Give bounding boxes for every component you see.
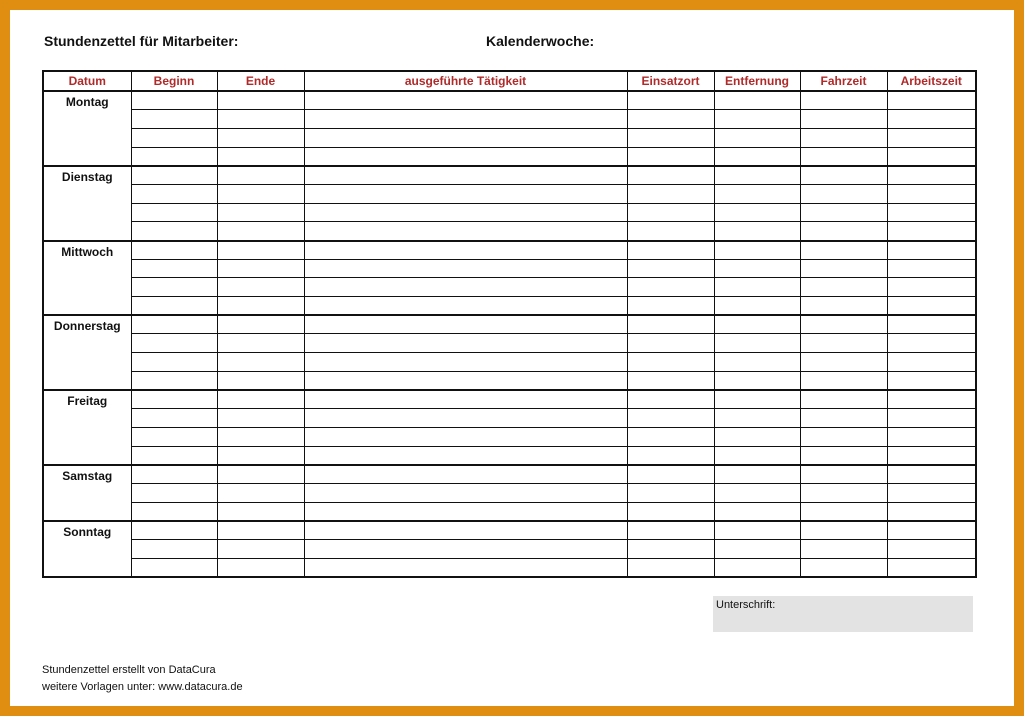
cell-einsatzort[interactable] [627, 259, 714, 278]
cell-ende[interactable] [217, 259, 304, 278]
cell-beginn[interactable] [131, 110, 217, 129]
cell-arbeitszeit[interactable] [887, 446, 976, 465]
cell-einsatzort[interactable] [627, 110, 714, 129]
cell-beginn[interactable] [131, 371, 217, 390]
cell-ende[interactable] [217, 297, 304, 316]
cell-fahrzeit[interactable] [800, 241, 887, 260]
cell-fahrzeit[interactable] [800, 315, 887, 334]
cell-ende[interactable] [217, 166, 304, 185]
cell-entfernung[interactable] [714, 315, 800, 334]
table-row [43, 502, 976, 521]
column-header-entfernung: Entfernung [714, 71, 800, 91]
cell-taetigkeit[interactable] [304, 427, 627, 446]
table-row [43, 203, 976, 222]
cell-taetigkeit[interactable] [304, 371, 627, 390]
cell-arbeitszeit[interactable] [887, 222, 976, 241]
cell-taetigkeit[interactable] [304, 483, 627, 502]
table-row [43, 540, 976, 559]
column-header-arbeitszeit: Arbeitszeit [887, 71, 976, 91]
table-row [43, 91, 976, 110]
table-row [43, 166, 976, 185]
cell-beginn[interactable] [131, 297, 217, 316]
cell-beginn[interactable] [131, 166, 217, 185]
cell-arbeitszeit[interactable] [887, 203, 976, 222]
cell-ende[interactable] [217, 427, 304, 446]
cell-arbeitszeit[interactable] [887, 259, 976, 278]
cell-taetigkeit[interactable] [304, 110, 627, 129]
cell-entfernung[interactable] [714, 521, 800, 540]
day-label: Mittwoch [43, 241, 131, 316]
cell-fahrzeit[interactable] [800, 483, 887, 502]
cell-fahrzeit[interactable] [800, 465, 887, 484]
cell-arbeitszeit[interactable] [887, 483, 976, 502]
cell-einsatzort[interactable] [627, 371, 714, 390]
footer-link: weitere Vorlagen unter: www.datacura.de [42, 681, 243, 693]
cell-fahrzeit[interactable] [800, 259, 887, 278]
cell-beginn[interactable] [131, 353, 217, 372]
cell-entfernung[interactable] [714, 259, 800, 278]
cell-ende[interactable] [217, 446, 304, 465]
table-row [43, 558, 976, 577]
cell-arbeitszeit[interactable] [887, 166, 976, 185]
cell-arbeitszeit[interactable] [887, 184, 976, 203]
cell-ende[interactable] [217, 540, 304, 559]
cell-entfernung[interactable] [714, 241, 800, 260]
table-row [43, 241, 976, 260]
cell-einsatzort[interactable] [627, 558, 714, 577]
cell-ende[interactable] [217, 409, 304, 428]
cell-ende[interactable] [217, 334, 304, 353]
cell-arbeitszeit[interactable] [887, 297, 976, 316]
cell-beginn[interactable] [131, 521, 217, 540]
table-row [43, 409, 976, 428]
cell-entfernung[interactable] [714, 446, 800, 465]
cell-beginn[interactable] [131, 334, 217, 353]
cell-taetigkeit[interactable] [304, 465, 627, 484]
cell-ende[interactable] [217, 390, 304, 409]
cell-entfernung[interactable] [714, 222, 800, 241]
cell-arbeitszeit[interactable] [887, 409, 976, 428]
cell-arbeitszeit[interactable] [887, 540, 976, 559]
cell-taetigkeit[interactable] [304, 184, 627, 203]
cell-fahrzeit[interactable] [800, 110, 887, 129]
cell-ende[interactable] [217, 184, 304, 203]
table-row [43, 128, 976, 147]
cell-fahrzeit[interactable] [800, 353, 887, 372]
cell-beginn[interactable] [131, 91, 217, 110]
cell-taetigkeit[interactable] [304, 521, 627, 540]
cell-taetigkeit[interactable] [304, 558, 627, 577]
cell-taetigkeit[interactable] [304, 502, 627, 521]
cell-entfernung[interactable] [714, 353, 800, 372]
cell-einsatzort[interactable] [627, 184, 714, 203]
cell-beginn[interactable] [131, 128, 217, 147]
cell-taetigkeit[interactable] [304, 147, 627, 166]
cell-einsatzort[interactable] [627, 91, 714, 110]
table-row [43, 315, 976, 334]
cell-ende[interactable] [217, 353, 304, 372]
cell-ende[interactable] [217, 371, 304, 390]
timesheet-table [42, 70, 977, 578]
cell-fahrzeit[interactable] [800, 91, 887, 110]
column-header-beginn: Beginn [131, 71, 217, 91]
cell-ende[interactable] [217, 278, 304, 297]
cell-beginn[interactable] [131, 222, 217, 241]
day-label: Donnerstag [43, 315, 131, 390]
cell-entfernung[interactable] [714, 184, 800, 203]
column-header-datum: Datum [43, 71, 131, 91]
cell-entfernung[interactable] [714, 203, 800, 222]
table-row [43, 297, 976, 316]
table-row [43, 465, 976, 484]
cell-entfernung[interactable] [714, 409, 800, 428]
cell-arbeitszeit[interactable] [887, 241, 976, 260]
cell-entfernung[interactable] [714, 502, 800, 521]
cell-entfernung[interactable] [714, 278, 800, 297]
table-row [43, 371, 976, 390]
cell-entfernung[interactable] [714, 297, 800, 316]
cell-ende[interactable] [217, 315, 304, 334]
cell-entfernung[interactable] [714, 91, 800, 110]
cell-taetigkeit[interactable] [304, 166, 627, 185]
cell-beginn[interactable] [131, 465, 217, 484]
cell-fahrzeit[interactable] [800, 334, 887, 353]
cell-taetigkeit[interactable] [304, 297, 627, 316]
cell-einsatzort[interactable] [627, 502, 714, 521]
cell-einsatzort[interactable] [627, 222, 714, 241]
cell-ende[interactable] [217, 502, 304, 521]
cell-ende[interactable] [217, 483, 304, 502]
cell-taetigkeit[interactable] [304, 128, 627, 147]
cell-arbeitszeit[interactable] [887, 110, 976, 129]
cell-einsatzort[interactable] [627, 521, 714, 540]
cell-beginn[interactable] [131, 558, 217, 577]
cell-ende[interactable] [217, 91, 304, 110]
cell-fahrzeit[interactable] [800, 409, 887, 428]
cell-entfernung[interactable] [714, 147, 800, 166]
cell-beginn[interactable] [131, 502, 217, 521]
cell-ende[interactable] [217, 241, 304, 260]
cell-taetigkeit[interactable] [304, 334, 627, 353]
cell-beginn[interactable] [131, 203, 217, 222]
cell-ende[interactable] [217, 222, 304, 241]
table-row [43, 259, 976, 278]
cell-arbeitszeit[interactable] [887, 278, 976, 297]
cell-einsatzort[interactable] [627, 203, 714, 222]
cell-beginn[interactable] [131, 409, 217, 428]
cell-taetigkeit[interactable] [304, 91, 627, 110]
cell-einsatzort[interactable] [627, 446, 714, 465]
cell-einsatzort[interactable] [627, 147, 714, 166]
cell-beginn[interactable] [131, 241, 217, 260]
cell-entfernung[interactable] [714, 427, 800, 446]
cell-arbeitszeit[interactable] [887, 353, 976, 372]
cell-beginn[interactable] [131, 147, 217, 166]
table-header-row [43, 71, 976, 91]
cell-beginn[interactable] [131, 483, 217, 502]
cell-beginn[interactable] [131, 259, 217, 278]
cell-arbeitszeit[interactable] [887, 390, 976, 409]
cell-entfernung[interactable] [714, 390, 800, 409]
cell-entfernung[interactable] [714, 110, 800, 129]
cell-fahrzeit[interactable] [800, 166, 887, 185]
cell-fahrzeit[interactable] [800, 427, 887, 446]
cell-entfernung[interactable] [714, 558, 800, 577]
cell-fahrzeit[interactable] [800, 521, 887, 540]
cell-fahrzeit[interactable] [800, 278, 887, 297]
cell-entfernung[interactable] [714, 540, 800, 559]
cell-taetigkeit[interactable] [304, 315, 627, 334]
cell-ende[interactable] [217, 128, 304, 147]
cell-einsatzort[interactable] [627, 540, 714, 559]
table-row [43, 278, 976, 297]
cell-taetigkeit[interactable] [304, 203, 627, 222]
cell-fahrzeit[interactable] [800, 390, 887, 409]
cell-entfernung[interactable] [714, 334, 800, 353]
cell-beginn[interactable] [131, 446, 217, 465]
table-row [43, 334, 976, 353]
cell-arbeitszeit[interactable] [887, 128, 976, 147]
cell-taetigkeit[interactable] [304, 278, 627, 297]
cell-taetigkeit[interactable] [304, 259, 627, 278]
cell-taetigkeit[interactable] [304, 409, 627, 428]
cell-einsatzort[interactable] [627, 465, 714, 484]
cell-fahrzeit[interactable] [800, 371, 887, 390]
cell-arbeitszeit[interactable] [887, 521, 976, 540]
cell-taetigkeit[interactable] [304, 241, 627, 260]
day-label: Montag [43, 91, 131, 166]
cell-fahrzeit[interactable] [800, 222, 887, 241]
cell-arbeitszeit[interactable] [887, 147, 976, 166]
day-label: Freitag [43, 390, 131, 465]
cell-arbeitszeit[interactable] [887, 465, 976, 484]
cell-einsatzort[interactable] [627, 334, 714, 353]
table-row [43, 483, 976, 502]
cell-fahrzeit[interactable] [800, 540, 887, 559]
table-row [43, 184, 976, 203]
employee-title: Stundenzettel für Mitarbeiter: [44, 33, 239, 49]
cell-ende[interactable] [217, 110, 304, 129]
cell-einsatzort[interactable] [627, 297, 714, 316]
cell-ende[interactable] [217, 147, 304, 166]
cell-fahrzeit[interactable] [800, 446, 887, 465]
column-header-einsatzort: Einsatzort [627, 71, 714, 91]
cell-arbeitszeit[interactable] [887, 558, 976, 577]
column-header-taetigkeit: ausgeführte Tätigkeit [304, 71, 627, 91]
day-label: Sonntag [43, 521, 131, 577]
footer-credit: Stundenzettel erstellt von DataCura [42, 664, 216, 676]
cell-einsatzort[interactable] [627, 483, 714, 502]
cell-fahrzeit[interactable] [800, 128, 887, 147]
day-label: Samstag [43, 465, 131, 521]
cell-taetigkeit[interactable] [304, 390, 627, 409]
cell-entfernung[interactable] [714, 166, 800, 185]
cell-einsatzort[interactable] [627, 409, 714, 428]
cell-einsatzort[interactable] [627, 128, 714, 147]
cell-taetigkeit[interactable] [304, 222, 627, 241]
cell-beginn[interactable] [131, 540, 217, 559]
signature-label: Unterschrift: [716, 599, 776, 611]
table-row [43, 222, 976, 241]
table-row [43, 446, 976, 465]
cell-arbeitszeit[interactable] [887, 334, 976, 353]
table-row [43, 521, 976, 540]
table-row [43, 353, 976, 372]
cell-fahrzeit[interactable] [800, 297, 887, 316]
cell-einsatzort[interactable] [627, 241, 714, 260]
cell-einsatzort[interactable] [627, 278, 714, 297]
day-label: Dienstag [43, 166, 131, 241]
cell-einsatzort[interactable] [627, 353, 714, 372]
cell-einsatzort[interactable] [627, 166, 714, 185]
cell-arbeitszeit[interactable] [887, 315, 976, 334]
table-row [43, 427, 976, 446]
cell-beginn[interactable] [131, 427, 217, 446]
cell-fahrzeit[interactable] [800, 558, 887, 577]
calendar-week-title: Kalenderwoche: [486, 33, 595, 49]
cell-entfernung[interactable] [714, 465, 800, 484]
cell-ende[interactable] [217, 203, 304, 222]
cell-arbeitszeit[interactable] [887, 91, 976, 110]
cell-entfernung[interactable] [714, 483, 800, 502]
cell-einsatzort[interactable] [627, 390, 714, 409]
cell-taetigkeit[interactable] [304, 353, 627, 372]
cell-taetigkeit[interactable] [304, 446, 627, 465]
timesheet-body [43, 91, 976, 577]
cell-ende[interactable] [217, 521, 304, 540]
table-row [43, 110, 976, 129]
signature-box[interactable] [713, 596, 973, 632]
cell-entfernung[interactable] [714, 371, 800, 390]
cell-beginn[interactable] [131, 315, 217, 334]
cell-einsatzort[interactable] [627, 427, 714, 446]
table-row [43, 390, 976, 409]
table-row [43, 147, 976, 166]
cell-taetigkeit[interactable] [304, 540, 627, 559]
cell-arbeitszeit[interactable] [887, 502, 976, 521]
cell-entfernung[interactable] [714, 128, 800, 147]
cell-fahrzeit[interactable] [800, 184, 887, 203]
cell-beginn[interactable] [131, 184, 217, 203]
cell-fahrzeit[interactable] [800, 203, 887, 222]
cell-beginn[interactable] [131, 390, 217, 409]
cell-ende[interactable] [217, 558, 304, 577]
cell-arbeitszeit[interactable] [887, 427, 976, 446]
cell-beginn[interactable] [131, 278, 217, 297]
cell-fahrzeit[interactable] [800, 147, 887, 166]
cell-einsatzort[interactable] [627, 315, 714, 334]
cell-ende[interactable] [217, 465, 304, 484]
column-header-fahrzeit: Fahrzeit [800, 71, 887, 91]
column-header-ende: Ende [217, 71, 304, 91]
cell-arbeitszeit[interactable] [887, 371, 976, 390]
cell-fahrzeit[interactable] [800, 502, 887, 521]
